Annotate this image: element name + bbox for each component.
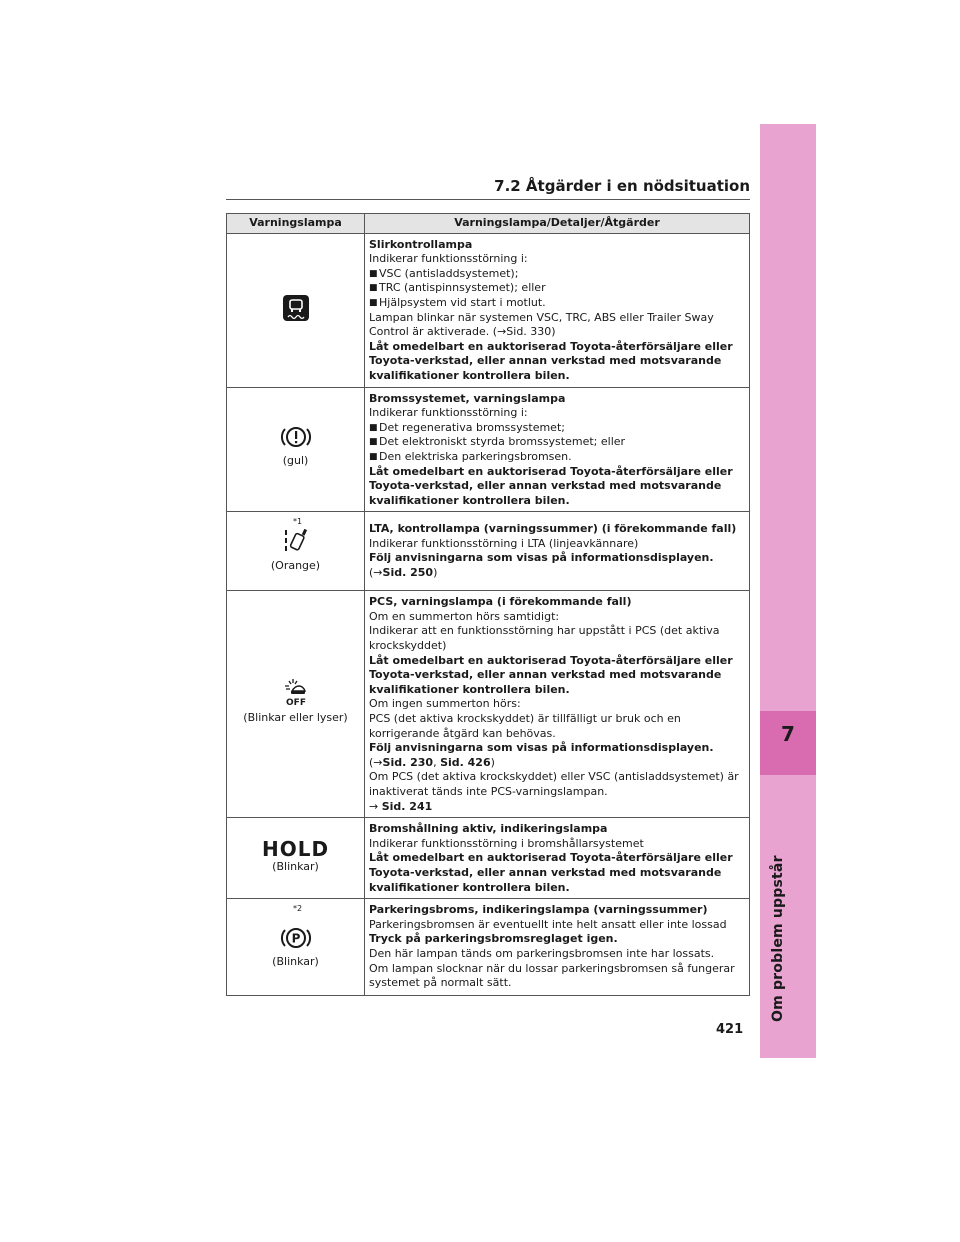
page-number: 421 [716,1022,744,1037]
details-cell [365,591,750,818]
lamp-title: Slirkontrollampa [369,237,473,251]
section-title: 7.2 Åtgärder i en nödsituation [494,177,750,195]
lamp-cell [227,591,365,818]
bullet-item: ■ TRC (antispinnsystemet); eller [369,281,745,296]
pcs-off-icon [281,677,311,707]
page-reference [369,566,745,581]
lamp-cell [227,387,365,512]
lamp-cell [227,512,365,591]
text-line: Indikerar att en funktionsstörning har uppstått i PCS (det aktiva krockskyddet) [369,624,720,653]
footnote-marker: *2 [293,904,303,914]
table-row [227,387,750,512]
page-link[interactable]: Sid. 230 [382,755,434,769]
hold-indicator-icon: HOLD [261,836,330,861]
text-line: Den här lampan tänds om parkeringsbromsen inte har lossats. [369,946,715,960]
ref-separator: , [433,755,441,769]
ref-prefix: → [369,799,382,813]
action-text: Följ anvisningarna som visas på informationsdisplayen. [369,741,714,755]
table-row [227,818,750,899]
lamp-cell [227,899,365,996]
lamp-caption: (Blinkar) [272,860,319,874]
text-line: Parkeringsbromsen är eventuellt inte helt ansatt eller inte lossad [369,917,727,931]
warning-table [226,213,750,996]
text-line: Indikerar funktionsstörning i: [369,252,528,266]
parking-brake-icon [280,925,312,951]
lamp-caption: (Orange) [270,558,321,572]
action-text: Tryck på parkeringsbromsreglaget igen. [369,932,618,946]
bullet-item: ■ Den elektriska parkeringsbromsen. [369,450,745,465]
svg-text:P: P [291,931,300,946]
bullet-item: ■ Det elektroniskt styrda bromssystemet; eller [369,435,745,450]
text-line: Indikerar funktionsstörning i LTA (linjeavkännare) [369,536,639,550]
table-row [227,591,750,818]
pcs-off-label: OFF [285,697,306,707]
page-reference [369,756,745,771]
ref-prefix: (→ [369,566,383,580]
text-line: Lampan blinkar när systemen VSC, TRC, ABS eller Trailer Sway Control är aktiverade. (→Sid. 330) [369,310,714,339]
lamp-title: PCS, varningslampa (i förekommande fall) [369,595,632,609]
text-line: Om PCS (det aktiva krockskyddet) eller VSC (antisladdsystemet) är inaktiverat tänds inte PCS-varningslampan. [369,770,739,798]
details-cell [365,387,750,512]
text-line: Om en summerton hörs samtidigt: [369,609,560,623]
action-text: Låt omedelbart en auktoriserad Toyota-återförsäljare eller Toyota-verkstad, eller annan verkstad med motsvarande kvalifikationer kontrollera bilen. [369,653,733,696]
bullet-item: ■ Det regenerativa bromssystemet; [369,421,745,436]
chapter-title: Om problem uppstår [770,855,786,1022]
chapter-side-tab [760,124,816,1058]
lamp-caption: (Blinkar eller lyser) [243,710,348,724]
ref-suffix: ) [490,755,495,769]
page-link[interactable]: Sid. 241 [381,799,433,813]
table-row [227,899,750,996]
ref-suffix: ) [433,566,438,580]
text-line: Om ingen summerton hörs: [369,697,521,711]
lane-trace-icon [281,529,311,555]
lamp-title: Bromshållning aktiv, indikeringslampa [369,822,608,836]
action-text: Låt omedelbart en auktoriserad Toyota-återförsäljare eller Toyota-verkstad, eller annan verkstad med motsvarande kvalifikationer kontrollera bilen. [369,851,733,894]
footnote-marker: *1 [293,517,303,527]
text-line: Indikerar funktionsstörning i bromshållarsystemet [369,836,644,850]
lamp-cell [227,233,365,387]
page-link[interactable]: Sid. 426 [440,755,491,769]
page-reference [369,800,745,815]
text-line: PCS (det aktiva krockskyddet) är tillfälligt ur bruk och en korrigerande åtgärd kan behövas. [369,712,681,740]
lamp-title: Parkeringsbroms, indikeringslampa (varningssummer) [369,903,708,917]
column-header-details: Varningslampa/Detaljer/Åtgärder [365,214,750,234]
lamp-title: LTA, kontrollampa (varningssummer) (i förekommande fall) [369,522,737,536]
table-row [227,233,750,387]
lamp-caption: (Blinkar) [272,954,319,968]
bullet-item: ■ VSC (antisladdsystemet); [369,267,745,282]
page-link[interactable]: Sid. 250 [382,566,434,580]
ref-prefix: (→ [369,755,383,769]
lamp-cell [227,818,365,899]
column-header-lamp: Varningslampa [227,214,365,234]
details-cell [365,512,750,591]
action-text: Låt omedelbart en auktoriserad Toyota-återförsäljare eller Toyota-verkstad, eller annan verkstad med motsvarande kvalifikationer kontrollera bilen. [369,339,733,382]
action-text: Följ anvisningarna som visas på informationsdisplayen. [369,551,714,565]
text-line: Indikerar funktionsstörning i: [369,406,528,420]
details-cell [365,818,750,899]
slip-indicator-icon [283,295,309,321]
details-cell [365,233,750,387]
bullet-item: ■ Hjälpsystem vid start i motlut. [369,296,745,311]
chapter-number: 7 [781,722,795,746]
action-text: Låt omedelbart en auktoriserad Toyota-återförsäljare eller Toyota-verkstad, eller annan verkstad med motsvarande kvalifikationer kontrollera bilen. [369,464,733,507]
brake-warning-icon [280,424,312,450]
text-line: Om lampan slocknar när du lossar parkeringsbromsen så fungerar systemet på normalt sätt. [369,961,735,990]
lamp-caption: (gul) [282,454,309,468]
details-cell [365,899,750,996]
table-row [227,512,750,591]
header-rule [226,199,750,200]
table-header-row [227,214,750,234]
lamp-title: Bromssystemet, varningslampa [369,391,566,405]
